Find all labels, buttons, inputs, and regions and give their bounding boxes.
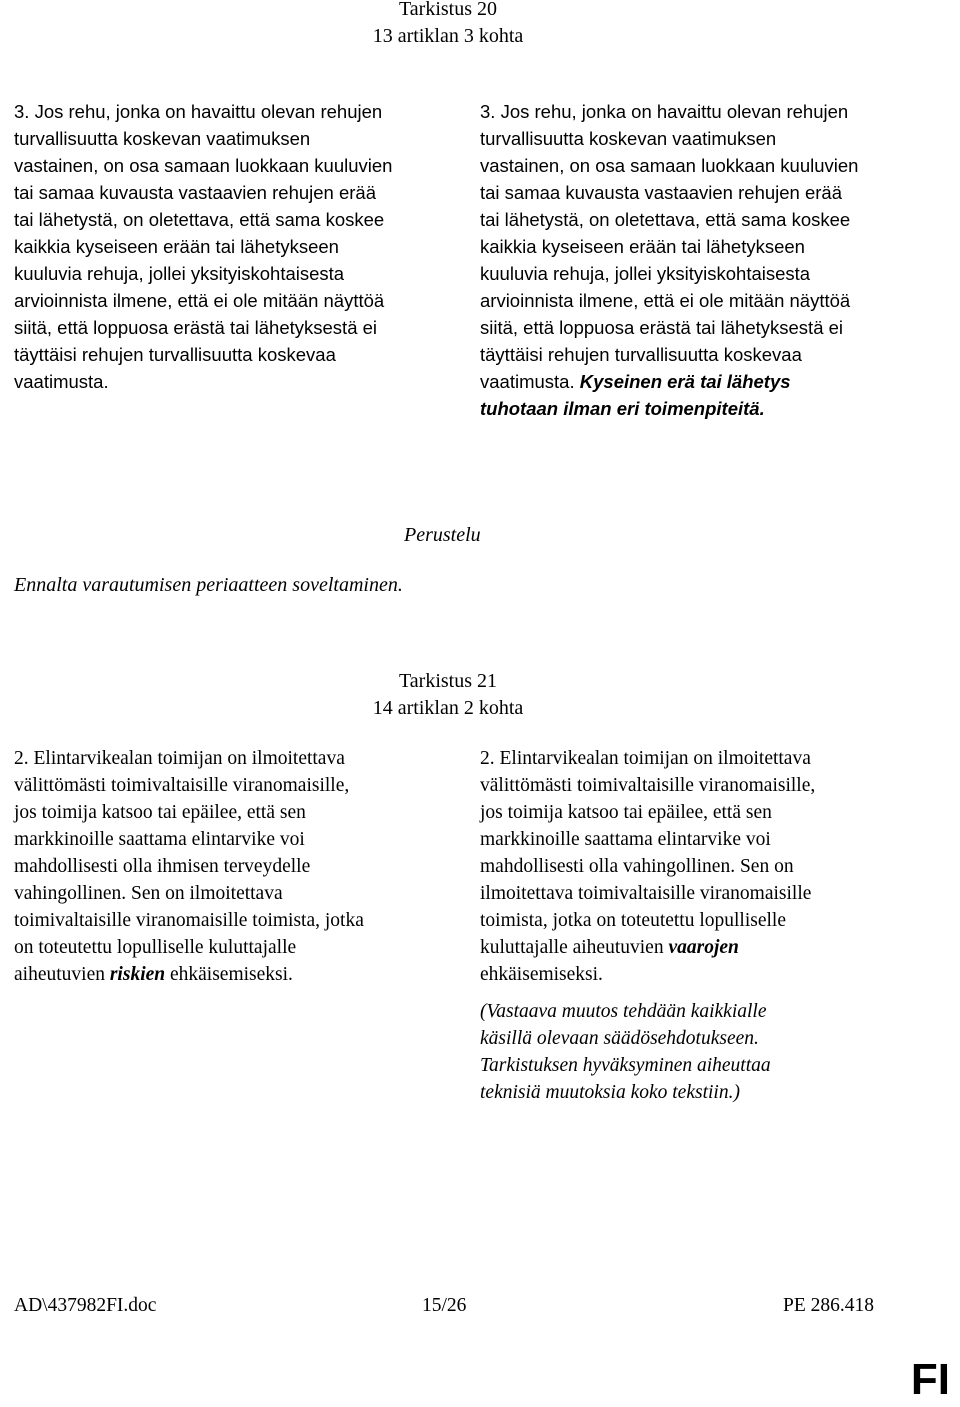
amendment-note: (Vastaava muutos tehdään kaikkialle käsillä olevaan säädösehdotukseen. Tarkistuksen hyväksyminen aiheuttaa teknisiä muutoksia koko tekstiin.): [480, 1001, 771, 1103]
footer-pe-ref: PE 286.418: [783, 1295, 875, 1316]
original-text-2a: 2. Elintarvikealan toimijan on ilmoitettava välittömästi toimivaltaisille viranomaisille, jos toimija katsoo tai epäilee, että sen markkinoille saattama elintarvike voi mahdollisesti olla ihmisen terveydelle vahingollinen. Sen on ilmoitettava toimivaltaisille viranomaisille toimista, jotka on toteutettu lopulliselle kuluttajalle aiheutuvien: [14, 748, 364, 985]
amended-emphasis-2: vaarojen: [668, 937, 739, 958]
amendment-title: Tarkistus 20: [398, 0, 498, 20]
amended-text-2a: 2. Elintarvikealan toimijan on ilmoitettava välittömästi toimivaltaisille viranomaisille, jos toimija katsoo tai epäilee, että sen markkinoille saattama elintarvike voi mahdollisesti olla vahingollinen. Sen on ilmoitettava toimivaltaisille viranomaisille toimista, jotka on toteutettu lopulliselle kuluttajalle aiheutuvien: [480, 748, 816, 958]
original-text-column-2: [14, 745, 454, 988]
original-text-2b: ehkäisemiseksi.: [165, 964, 293, 985]
language-code: FI: [910, 1355, 950, 1404]
amended-text-2b: ehkäisemiseksi.: [480, 964, 603, 985]
justification-label: Perustelu: [404, 524, 481, 546]
amendment-article-ref-2: 14 artiklan 2 kohta: [372, 697, 524, 719]
amended-text: 3. Jos rehu, jonka on havaittu olevan rehujen turvallisuutta koskevan vaatimuksen vastainen, on osa samaan luokkaan kuuluvien tai samaa kuvausta vastaavien rehujen erää tai lähetystä, on oletettava, että sama koskee kaikkia kyseiseen erään tai lähetykseen kuuluvia rehuja, jollei yksityiskohtaisesta arvioinnista ilmene, että ei ole mitään näyttöä siitä, että loppuosa erästä tai lähetyksestä ei täyttäisi rehujen turvallisuutta koskevaa vaatimusta.: [480, 101, 859, 392]
footer-doc-ref: AD\437982FI.doc: [14, 1295, 157, 1316]
amended-text-column: [480, 98, 920, 422]
footer-page-number: 15/26: [422, 1295, 467, 1316]
original-emphasis-2: riskien: [109, 964, 166, 985]
amendment-title-2: Tarkistus 21: [398, 670, 498, 692]
amended-text-column-2: [480, 745, 920, 988]
amendment-article-ref: 13 artiklan 3 kohta: [372, 25, 524, 47]
justification-text: Ennalta varautumisen periaatteen soveltaminen.: [14, 574, 403, 596]
amended-emphasis: Kyseinen erä tai lähetys tuhotaan ilman eri toimenpiteitä.: [480, 371, 791, 419]
original-text-column: 3. Jos rehu, jonka on havaittu olevan rehujen turvallisuutta koskevan vaatimuksen vastainen, on osa samaan luokkaan kuuluvien tai samaa kuvausta vastaavien rehujen erää tai lähetystä, on oletettava, että sama koskee kaikkia kyseiseen erään tai lähetykseen kuuluvia rehuja, jollei yksityiskohtaisesta arvioinnista ilmene, että ei ole mitään näyttöä siitä, että loppuosa erästä tai lähetyksestä ei täyttäisi rehujen turvallisuutta koskevaa vaatimusta.: [14, 101, 393, 392]
